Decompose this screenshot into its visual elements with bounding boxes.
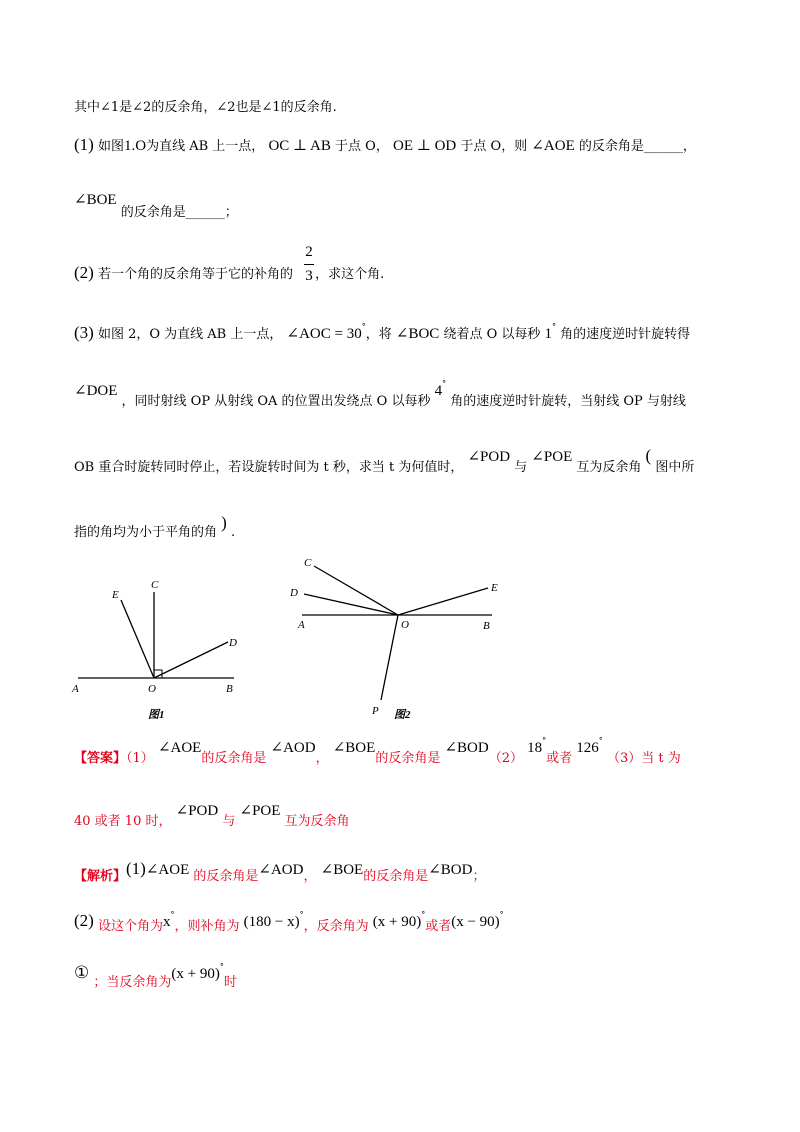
degree-symbol: ° [542, 736, 547, 745]
q3-math: 4 [434, 383, 443, 399]
q3-text: 图中所 [655, 460, 695, 475]
intro-text: 其中∠1是∠2的反余角，∠2也是∠1的反余角. [74, 100, 337, 115]
q1-math: OC ⊥ AB [268, 138, 331, 154]
answer-text: 的反余角是 [201, 751, 267, 766]
q1-math: ∠BOE [74, 192, 117, 208]
figure-2-caption: 图2 [394, 709, 411, 721]
degree-symbol: ° [361, 322, 366, 331]
figure-1 [68, 572, 248, 724]
fraction-two-thirds [304, 244, 314, 285]
answer-text: 互为反余角 [284, 814, 350, 829]
label-e: E [491, 582, 498, 594]
question-3-line-4 [74, 513, 236, 540]
intro-line [74, 101, 337, 114]
label-d: D [229, 637, 237, 649]
q1-text: 的反余角是______， [578, 139, 696, 154]
ray-od [304, 594, 398, 615]
label-b: B [483, 620, 490, 632]
q3-text: 角的速度逆时针旋转得 [560, 327, 691, 342]
q3-text: 如图 2，O 为直线 AB 上一点， [97, 327, 283, 342]
q1-text: 于点 O， [335, 139, 389, 154]
analysis-text: 设这个角为 [97, 919, 163, 934]
q3-math: ∠AOC = 30 [286, 326, 362, 342]
answer-text: 的反余角是 [375, 751, 441, 766]
q2-text: 若一个角的反余角等于它的补角的 [97, 267, 293, 282]
answer-line-2 [74, 803, 350, 829]
answer-math: 18 [527, 740, 543, 756]
degree-symbol: ° [299, 910, 304, 919]
label-b: B [226, 683, 233, 695]
q1-text: 于点 O，则 [460, 139, 528, 154]
answer-math: ∠POD [175, 803, 219, 819]
analysis-text: ，反余角为 [303, 919, 369, 934]
circled-number: ① [74, 963, 90, 982]
figure-2 [284, 552, 516, 724]
label-e: E [112, 589, 119, 601]
label-a: A [72, 683, 79, 695]
analysis-text: 时 [223, 975, 237, 990]
answer-text: 40 或者 10 时， [74, 814, 172, 829]
analysis-math: (180 − x) [243, 914, 300, 930]
q3-math: ∠BOC [395, 326, 440, 342]
q1-math: 1.O [123, 138, 147, 154]
analysis-math: (x + 90) [171, 966, 220, 982]
answer-math: ∠AOD [270, 740, 316, 756]
answer-line-1 [74, 736, 681, 766]
analysis-text: 的反余角是 [363, 869, 429, 884]
q3-text: 角的速度逆时针旋转，当射线 OP 与射线 [450, 394, 686, 409]
q1-text: 为直线 AB 上一点， [146, 139, 265, 154]
analysis-math: ∠BOE [320, 862, 364, 878]
q3-math: ( [645, 446, 652, 465]
q3-text: . [230, 525, 236, 540]
question-number: (1) [126, 859, 146, 878]
question-number: (3) [74, 323, 94, 342]
analysis-line-3 [74, 962, 237, 990]
ray-od [154, 642, 228, 678]
analysis-line-2 [74, 910, 504, 934]
q3-math: ) [221, 513, 227, 532]
answer-text: （3）当 t 为 [606, 751, 681, 766]
label-o: O [148, 683, 156, 695]
q3-text: 指的角均为小于平角的角 [74, 525, 218, 540]
fraction-numerator: 2 [305, 244, 313, 260]
analysis-math: ∠AOE [145, 862, 190, 878]
question-number: (1) [74, 135, 94, 154]
question-3-line-2 [74, 379, 686, 409]
question-3-line-1 [74, 324, 690, 342]
ray-oe [398, 588, 488, 615]
analysis-math: (x + 90) [372, 914, 422, 930]
q3-math: ∠DOE [74, 383, 118, 399]
fraction-denominator: 3 [305, 268, 313, 284]
analysis-text: 或者 [425, 919, 452, 934]
ray-oc [314, 566, 398, 615]
q1-text: 如图 [97, 139, 124, 154]
analysis-tag: 【解析】 [74, 869, 127, 884]
q1-math: OE ⊥ OD [392, 138, 457, 154]
degree-symbol: ° [170, 910, 175, 919]
figure-1-caption: 图1 [148, 709, 165, 721]
label-d: D [290, 587, 298, 599]
question-number: (2) [74, 911, 94, 930]
degree-symbol: ° [552, 322, 557, 331]
degree-symbol: ° [421, 910, 426, 919]
q3-math: 1 [544, 326, 553, 342]
degree-symbol: ° [499, 910, 504, 919]
analysis-line-1 [74, 859, 486, 884]
q3-text: 互为反余角 [576, 460, 642, 475]
answer-math: 126 [576, 740, 599, 756]
label-c: C [304, 557, 312, 569]
answer-text: 或者 [546, 751, 573, 766]
analysis-math: ∠AOD [258, 862, 304, 878]
q3-text: 绕着点 O 以每秒 [443, 327, 541, 342]
analysis-math: (x − 90) [451, 914, 500, 930]
analysis-math: ∠BOD [428, 862, 473, 878]
question-1-line-2 [74, 192, 238, 220]
q1-math: ∠AOE [531, 138, 575, 154]
answer-math: ∠BOD [444, 740, 489, 756]
answer-text: 与 [222, 814, 236, 829]
answer-text: （1） [126, 751, 154, 766]
question-1-line-1 [74, 136, 696, 154]
answer-math: ∠BOE [332, 740, 376, 756]
answer-tag: 【答案】 [74, 751, 127, 766]
q3-math: ∠POE [531, 449, 573, 465]
answer-text: （2） [488, 751, 523, 766]
answer-text: ， [315, 751, 329, 766]
q3-text: OB 重合时旋转同时停止，若设旋转时间为 t 秒，求当 t 为何值时， [74, 460, 464, 475]
analysis-text: ； [472, 869, 486, 884]
answer-math: ∠POE [239, 803, 281, 819]
analysis-math: x [162, 914, 171, 930]
question-3-line-3 [74, 446, 695, 475]
analysis-text: ， [303, 869, 317, 884]
analysis-text: ；当反余角为 [93, 975, 172, 990]
degree-symbol: ° [219, 962, 224, 971]
q2-text: ，求这个角. [315, 267, 385, 282]
ray-oe [121, 600, 154, 678]
label-p: P [372, 705, 379, 717]
degree-symbol: ° [598, 736, 603, 745]
question-number: (2) [74, 263, 94, 282]
answer-math: ∠AOE [157, 740, 202, 756]
analysis-text: ，则补角为 [174, 919, 240, 934]
q3-text: 与 [514, 460, 528, 475]
q1-text: 的反余角是______； [120, 205, 238, 220]
question-2-line [74, 264, 384, 281]
label-a: A [298, 619, 305, 631]
q3-text: ，将 [365, 327, 392, 342]
label-c: C [151, 579, 159, 591]
degree-symbol: ° [442, 379, 447, 388]
label-o: O [401, 619, 409, 631]
q3-text: ，同时射线 OP 从射线 OA 的位置出发绕点 O 以每秒 [121, 394, 431, 409]
analysis-text: 的反余角是 [193, 869, 259, 884]
q3-math: ∠POD [467, 449, 511, 465]
ray-op [381, 615, 398, 700]
